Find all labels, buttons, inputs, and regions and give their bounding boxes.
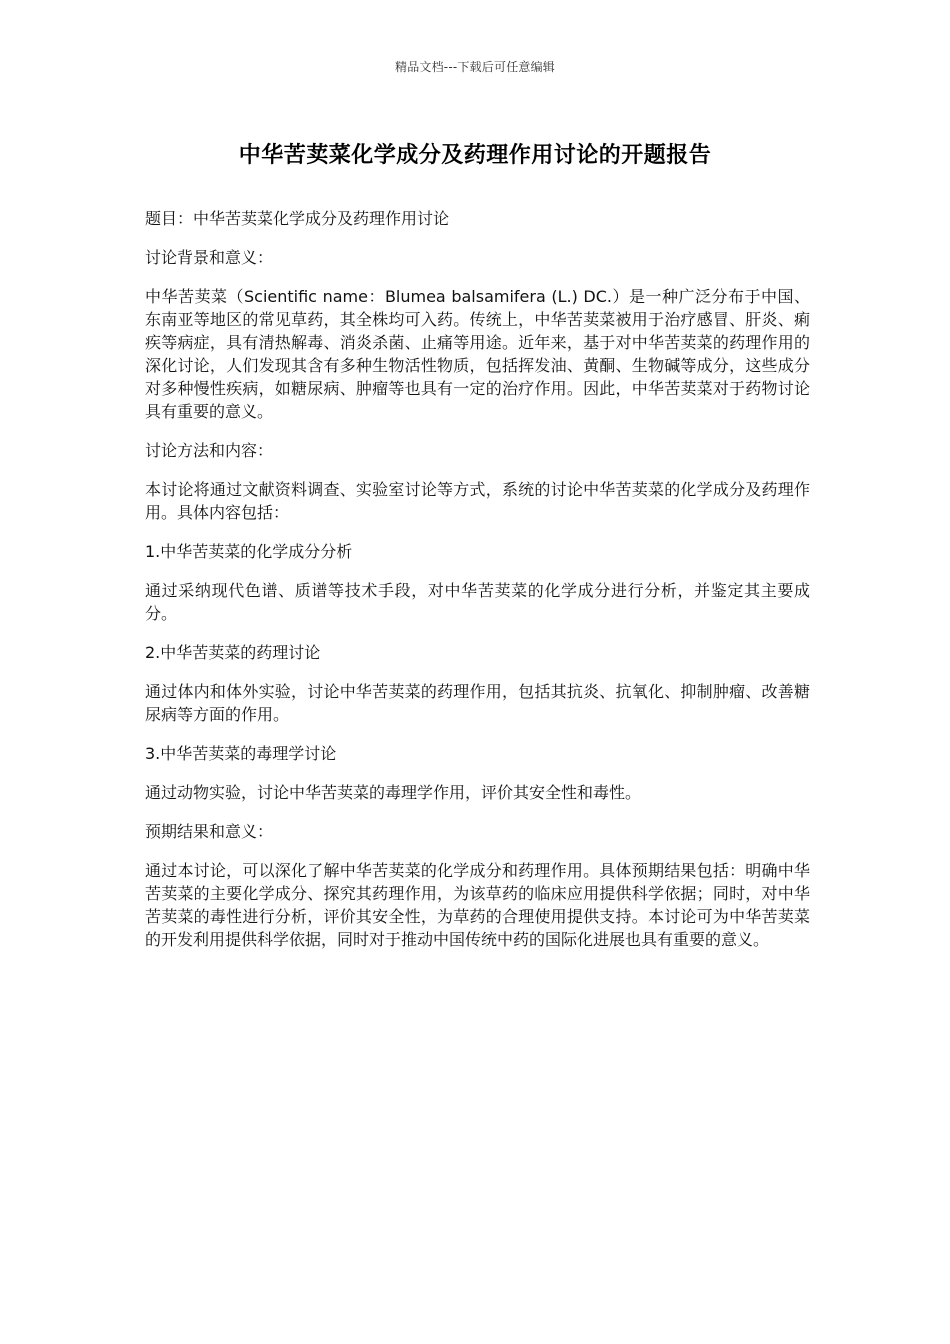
toxicology-paragraph: 通过动物实验，讨论中华苦荬菜的毒理学作用，评价其安全性和毒性。 xyxy=(145,783,642,802)
topic-line: 题目：中华苦荬菜化学成分及药理作用讨论 xyxy=(145,209,450,228)
methods-intro-paragraph: 本讨论将通过文献资料调查、实验室讨论等方式，系统的讨论中华苦荬菜的化学成分及药理作用。具体内容包括： xyxy=(145,480,810,522)
section-heading-background: 讨论背景和意义： xyxy=(145,248,274,267)
subheading-toxicology: 3.中华苦荬菜的毒理学讨论 xyxy=(145,744,337,763)
background-paragraph: 中华苦荬菜（Scientific name：Blumea balsamifera (L.) DC.）是一种广泛分布于中国、东南亚等地区的常见草药，其全株均可入药。传统上，中华苦荬菜被用于治疗感冒、肝炎、痢疾等病症，具有清热解毒、消炎杀菌、止痛等用途。近年来，基于对中华苦荬菜的药理作用的深化讨论，人们发现其含有多种生物活性物质，包括挥发油、黄酮、生物碱等成分，这些成分对多种慢性疾病，如糖尿病、肿瘤等也具有一定的治疗作用。因此，中华苦荬菜对于药物讨论具有重要的意义。 xyxy=(145,287,810,421)
expected-results-paragraph: 通过本讨论，可以深化了解中华苦荬菜的化学成分和药理作用。具体预期结果包括：明确中华苦荬菜的主要化学成分、探究其药理作用，为该草药的临床应用提供科学依据；同时，对中华苦荬菜的毒性进行分析，评价其安全性，为草药的合理使用提供支持。本讨论可为中华苦荬菜的开发利用提供科学依据，同时对于推动中国传统中药的国际化进展也具有重要的意义。 xyxy=(145,861,810,949)
document-body xyxy=(145,207,810,967)
document-title: 中华苦荬菜化学成分及药理作用讨论的开题报告 xyxy=(238,143,712,168)
pharmacology-paragraph: 通过体内和体外实验，讨论中华苦荬菜的药理作用，包括其抗炎、抗氧化、抑制肿瘤、改善糖尿病等方面的作用。 xyxy=(145,682,810,724)
subheading-chemical-analysis: 1.中华苦荬菜的化学成分分析 xyxy=(145,542,353,561)
section-heading-methods: 讨论方法和内容： xyxy=(145,441,274,460)
chemical-analysis-paragraph: 通过采纳现代色谱、质谱等技术手段，对中华苦荬菜的化学成分进行分析，并鉴定其主要成分。 xyxy=(145,581,810,623)
section-heading-expected-results: 预期结果和意义： xyxy=(145,822,274,841)
header-note: 精品文档---下载后可任意编辑 xyxy=(395,60,555,74)
subheading-pharmacology: 2.中华苦荬菜的药理讨论 xyxy=(145,643,321,662)
